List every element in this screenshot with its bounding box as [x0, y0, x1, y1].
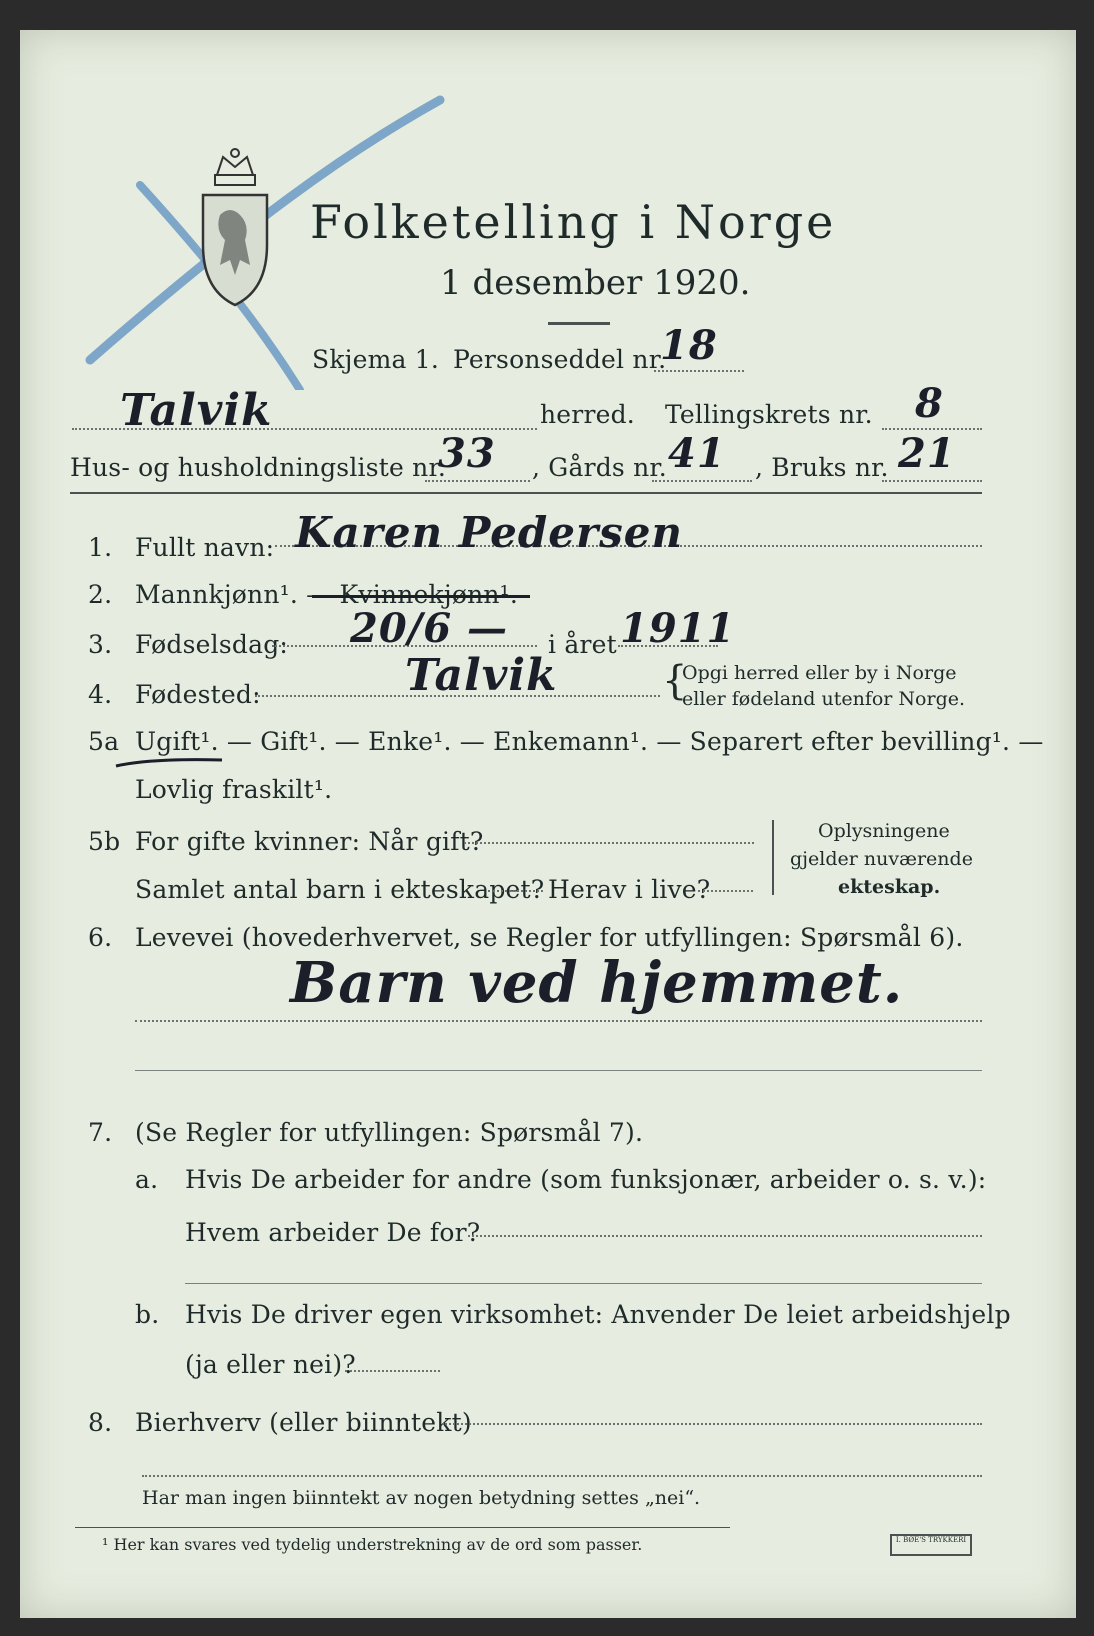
- q8-note: Har man ingen biinntekt av nogen betydning settes „nei“.: [142, 1487, 701, 1509]
- personseddel-value: 18: [660, 322, 718, 369]
- q7-label: (Se Regler for utfyllingen: Spørsmål 7).: [135, 1118, 644, 1147]
- husliste-label: Hus- og husholdningsliste nr.: [70, 453, 447, 482]
- q6-label: Levevei (hovederhvervet, se Regler for utfyllingen: Spørsmål 6).: [135, 923, 964, 952]
- title-divider: [548, 322, 610, 325]
- full-name-value: Karen Pedersen: [295, 508, 684, 557]
- husliste-value: 33: [438, 430, 496, 477]
- q8-line2: [142, 1475, 982, 1477]
- q7a-line-extra: [185, 1283, 982, 1284]
- q3-year-label: i året: [548, 630, 617, 659]
- q5b-alive-line: [698, 890, 753, 892]
- q4-label: Fødested:: [135, 680, 261, 709]
- occupation-value: Barn ved hjemmet.: [290, 950, 904, 1016]
- q4-number: 4.: [88, 680, 113, 709]
- q7b-line2: (ja eller nei)?: [185, 1350, 356, 1379]
- q5b-children-label: Samlet antal barn i ekteskapet?: [135, 875, 545, 904]
- q1-label: Fullt navn:: [135, 533, 275, 562]
- herred-value: Talvik: [120, 385, 273, 436]
- q7a-letter: a.: [135, 1165, 159, 1194]
- marital-status-options-line2: Lovlig fraskilt¹.: [135, 775, 333, 804]
- q5b-alive-label: Herav i live?: [548, 875, 711, 904]
- q4-brace: {: [662, 658, 688, 704]
- section-divider: [70, 492, 982, 494]
- q2-number: 2.: [88, 580, 113, 609]
- q4-note-line2: eller fødeland utenfor Norge.: [682, 688, 966, 710]
- q3-label: Fødselsdag:: [135, 630, 289, 659]
- census-form: [20, 30, 1076, 1618]
- personseddel-line: [654, 370, 744, 372]
- q7a-line1: Hvis De arbeider for andre (som funksjonær, arbeider o. s. v.):: [185, 1165, 987, 1194]
- q6-line2: [135, 1070, 982, 1071]
- q5a-number: 5a: [88, 727, 120, 756]
- gender-options: Mannkjønn¹. — Kvinnekjønn¹.: [135, 580, 519, 609]
- printer-stamp: I. BØE'S TRYKKERI: [890, 1534, 972, 1556]
- q8-label: Bierhverv (eller biinntekt): [135, 1408, 472, 1437]
- bruks-label: , Bruks nr.: [755, 453, 889, 482]
- herred-label: herred.: [540, 400, 635, 429]
- q1-number: 1.: [88, 533, 113, 562]
- birthday-value: 20/6 —: [350, 605, 509, 652]
- q8-number: 8.: [88, 1408, 113, 1437]
- q5b-note-line3: ekteskap.: [838, 876, 941, 898]
- q3-number: 3.: [88, 630, 113, 659]
- q7b-answer-line: [345, 1370, 440, 1372]
- form-title: Folketelling i Norge: [310, 195, 837, 249]
- q4-note-line1: Opgi herred eller by i Norge: [682, 662, 957, 684]
- husliste-line: [425, 480, 530, 482]
- gards-line: [652, 480, 752, 482]
- tellingskrets-value: 8: [915, 380, 944, 427]
- ugift-underline-mark: [112, 752, 232, 772]
- q6-line1: [135, 1020, 982, 1022]
- q7-number: 7.: [88, 1118, 113, 1147]
- q5b-children-line: [488, 890, 543, 892]
- personseddel-label: Personseddel nr.: [453, 345, 667, 374]
- gards-label: , Gårds nr.: [532, 453, 667, 482]
- q8-line1: [442, 1423, 982, 1425]
- birthplace-value: Talvik: [405, 650, 558, 701]
- birth-year-value: 1911: [620, 605, 736, 652]
- q5b-note-line1: Oplysningene: [818, 820, 950, 842]
- q7a-employer-line: [468, 1235, 982, 1237]
- footnote: ¹ Her kan svares ved tydelig understrekning av de ord som passer.: [102, 1535, 643, 1554]
- q6-number: 6.: [88, 923, 113, 952]
- bruks-value: 21: [898, 430, 956, 477]
- q7a-line2: Hvem arbeider De for?: [185, 1218, 481, 1247]
- norway-coat-of-arms-icon: [195, 145, 275, 320]
- gards-value: 41: [668, 430, 726, 477]
- q5b-married-line: [464, 842, 754, 844]
- skjema-label: Skjema 1.: [312, 345, 440, 374]
- q7b-letter: b.: [135, 1300, 160, 1329]
- q7b-line1: Hvis De driver egen virksomhet: Anvender De leiet arbeidshjelp: [185, 1300, 1011, 1329]
- gender-underline-mark: [312, 595, 530, 598]
- q5b-note-line2: gjelder nuværende: [790, 848, 973, 870]
- tellingskrets-label: Tellingskrets nr.: [665, 400, 873, 429]
- footnote-rule: [75, 1527, 730, 1528]
- census-date: 1 desember 1920.: [440, 263, 751, 303]
- q5b-bracket: [772, 820, 774, 895]
- bruks-line: [882, 480, 982, 482]
- marital-status-options: Ugift¹. — Gift¹. — Enke¹. — Enkemann¹. — Separert efter bevilling¹. —: [135, 727, 1044, 756]
- q5b-number: 5b: [88, 827, 121, 856]
- q5b-line1: For gifte kvinner: Når gift?: [135, 827, 484, 856]
